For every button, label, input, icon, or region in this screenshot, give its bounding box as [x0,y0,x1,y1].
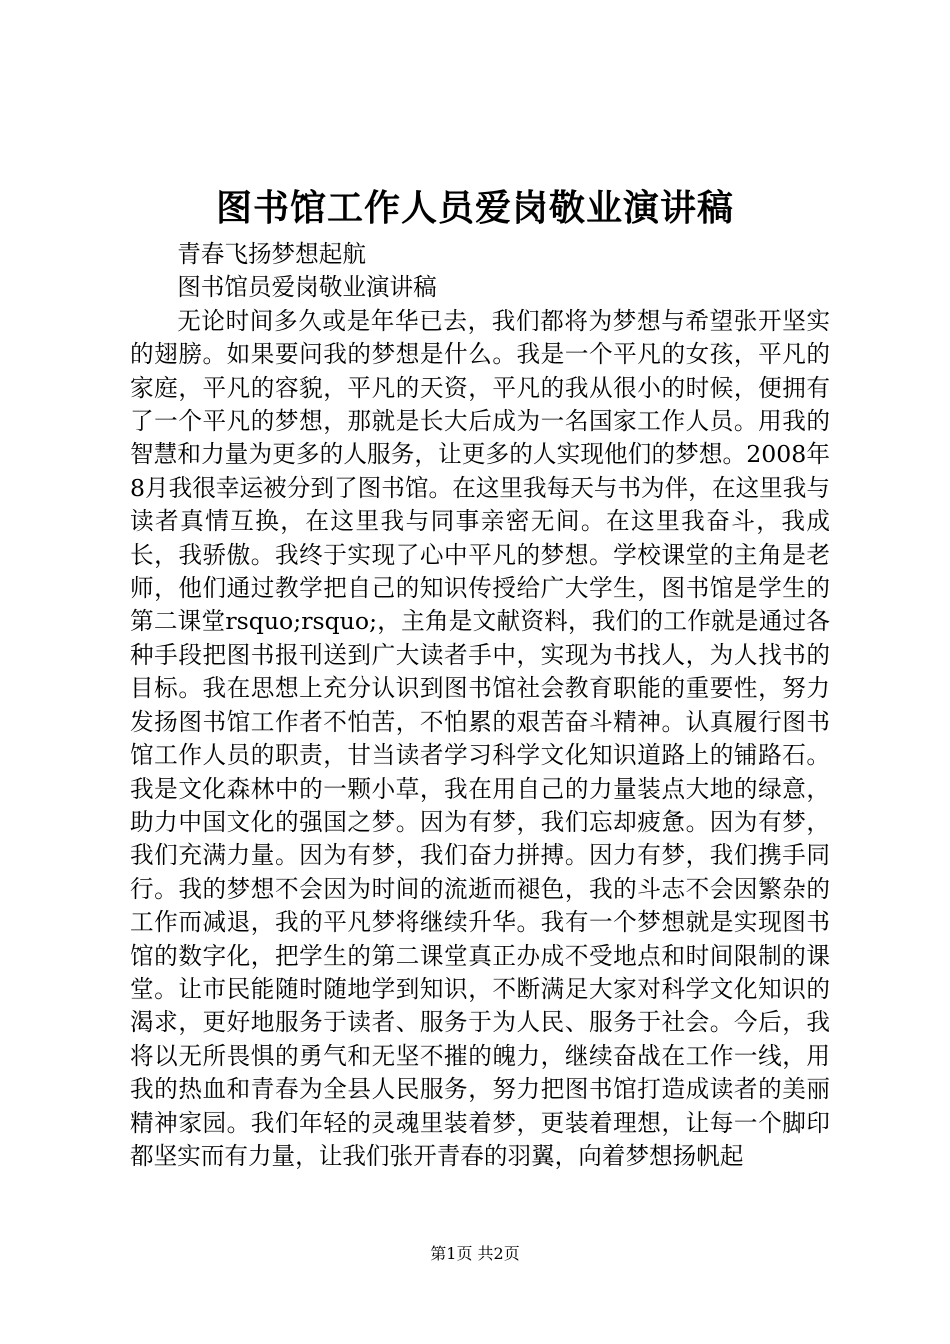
subtitle-line: 青春飞扬梦想起航 [177,240,366,268]
page-footer: 第1页 共2页 [430,1244,520,1263]
subtitle-line: 图书馆员爱岗敬业演讲稿 [177,273,437,302]
body-paragraph: 无论时间多久或是年华已去，我们都将为梦想与希望张开坚实的翅膀。如果要问我的梦想是什么。我是一个平凡的女孩，平凡的家庭，平凡的容貌，平凡的天资，平凡的我从很小的时候，便拥有了一个平凡的梦想，那就是长大后成为一名国家工作人员。用我的智慧和力量为更多的人服务，让更多的人实现他们的梦想。2008年8月我很幸运被分到了图书馆。在这里我每天与书为伴，在这里我与读者真情互换，在这里我与同事亲密无间。在这里我奋斗，我成长，我骄傲。我终于实现了心中平凡的梦想。学校课堂的主角是老师，他们通过教学把自己的知识传授给广大学生，图书馆是学生的第二课堂rsquo;rsquo;，主角是文献资料，我们的工作就是通过各种手段把图书报刊送到广大读者手中，实现为书找人，为人找书的目标。我在思想上充分认识到图书馆社会教育职能的重要性，努力发扬图书馆工作者不怕苦，不怕累的艰苦奋斗精神。认真履行图书馆工作人员的职责，甘当读者学习科学文化知识道路上的铺路石。我是文化森林中的一颗小草，我在用自己的力量装点大地的绿意，助力中国文化的强国之梦。因为有梦，我们忘却疲惫。因为有梦，我们充满力量。因为有梦，我们奋力拼搏。因力有梦，我们携手同行。我的梦想不会因为时间的流逝而褪色，我的斗志不会因繁杂的工作而减退，我的平凡梦将继续升华。我有一个梦想就是实现图书馆的数字化，把学生的第二课堂真正办成不受地点和时间限制的课堂。让市民能随时随地学到知识，不断满足大家对科学文化知识的渴求，更好地服务于读者、服务于为人民、服务于社会。今后，我将以无所畏惧的勇气和无坚不摧的魄力，继续奋战在工作一线，用我的热血和青春为全县人民服务，努力把图书馆打造成读者的美丽精神家园。我们年轻的灵魂里装着梦，更装着理想，让每一个脚印都坚实而有力量，让我们张开青春的羽翼，向着梦想扬帆起 [130,306,830,1170]
document-body [130,238,830,1173]
document-title: 图书馆工作人员爱岗敬业演讲稿 [215,187,734,229]
